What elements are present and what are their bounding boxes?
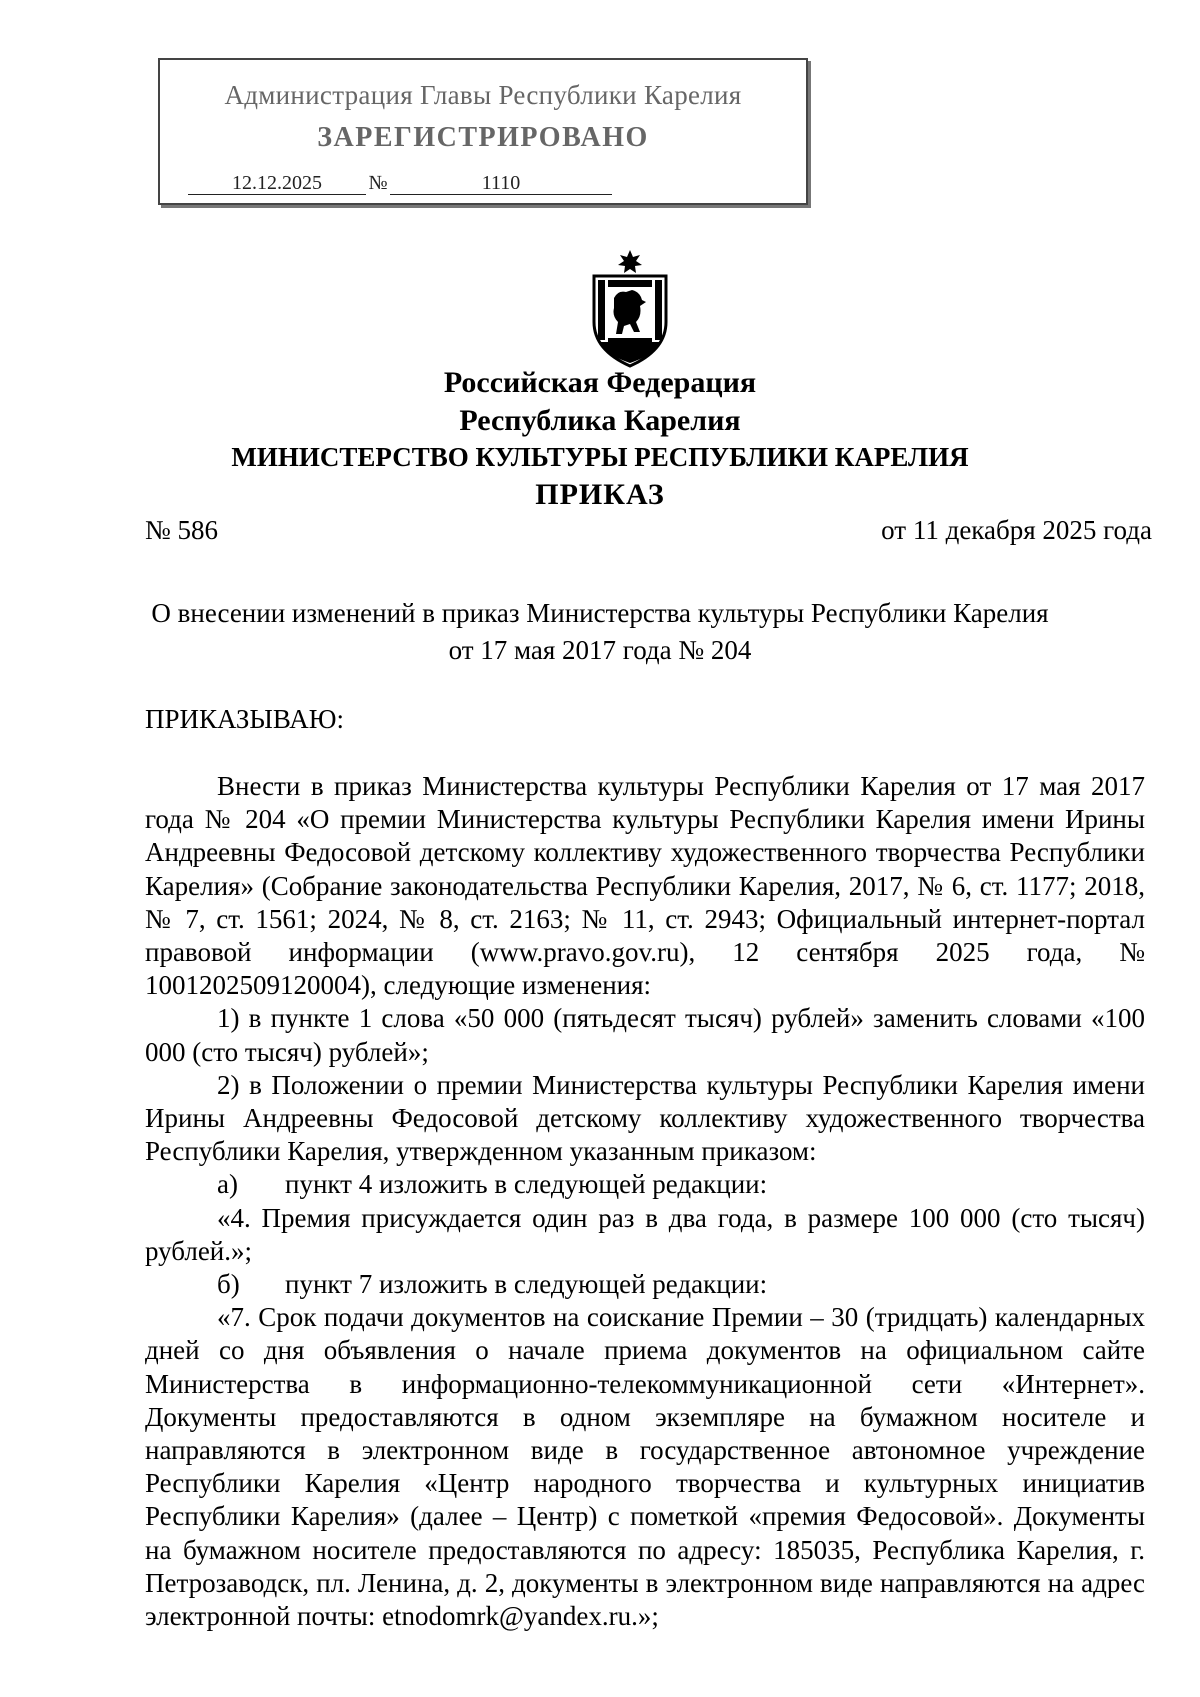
paragraph-item-1: 1) в пункте 1 слова «50 000 (пятьдесят тысяч) рублей» заменить словами «100 000 (сто тысяч) рублей»; <box>145 1003 1145 1067</box>
paragraph-point-7: «7. Срок подачи документов на соискание Премии – 30 (тридцать) календарных дней со дня объявления о начале приема документов на официальном сайте Министерства в информационно-телекоммуникационной сети «Интернет». Документы предоставляются в одном экземпляре на бумажном носителе и направляются в электронном виде в государственное автономное учреждение Республики Карелия «Центр народного творчества и культурных инициатив Республики Карелия» (далее – Центр) с пометкой «премия Федосовой». Документы на бумажном носителе предоставляются по адресу: 185035, Республика Карелия, г. Петрозаводск, пл. Ленина, д. 2, документы в электронном виде направляются на адрес электронной почты: etnodomrk@yandex.ru.»; <box>145 1302 1145 1632</box>
subitem-a <box>145 1168 1145 1201</box>
stamp-registration-line <box>188 172 612 195</box>
order-title-line1: О внесении изменений в приказ Министерства культуры Республики Карелия <box>151 598 1049 628</box>
subitem-b-label: б) <box>217 1269 240 1300</box>
order-body <box>145 770 1145 1633</box>
stamp-number: 1110 <box>390 172 612 195</box>
order-number: № 586 <box>145 515 219 545</box>
stamp-registered: ЗАРЕГИСТРИРОВАНО <box>317 122 649 153</box>
order-title <box>100 595 1100 669</box>
karelia-coat-of-arms-icon <box>580 250 680 368</box>
header-federation: Российская Федерация <box>443 366 757 399</box>
paragraph-item-2: 2) в Положении о премии Министерства культуры Республики Карелия имени Ирины Андреевны Федосовой детскому коллективу художественного творчества Республики Карелия, утвержденном указанным приказом: <box>145 1069 1145 1167</box>
paragraph-point-4: «4. Премия присуждается один раз в два года, в размере 100 000 (сто тысяч) рублей.»; <box>145 1202 1145 1266</box>
order-title-line2: от 17 мая 2017 года № 204 <box>448 635 752 665</box>
stamp-date: 12.12.2025 <box>188 172 366 195</box>
subitem-b-text: пункт 7 изложить в следующей редакции: <box>285 1269 768 1300</box>
subitem-a-label: а) <box>217 1169 238 1200</box>
header-republic: Республика Карелия <box>459 404 741 437</box>
registration-stamp <box>158 58 808 205</box>
stamp-number-sign: № <box>368 172 388 194</box>
header-doc-type: ПРИКАЗ <box>535 478 665 511</box>
subitem-a-text: пункт 4 изложить в следующей редакции: <box>285 1169 768 1200</box>
header-ministry: МИНИСТЕРСТВО КУЛЬТУРЫ РЕСПУБЛИКИ КАРЕЛИЯ <box>231 442 969 472</box>
subitem-b <box>145 1268 1145 1301</box>
order-date: от 11 декабря 2025 года <box>881 515 1152 545</box>
stamp-administration: Администрация Главы Республики Карелия <box>224 80 742 110</box>
decree-word: ПРИКАЗЫВАЮ: <box>145 704 344 734</box>
paragraph-intro: Внести в приказ Министерства культуры Республики Карелия от 17 мая 2017 года № 204 «О премии Министерства культуры Республики Карелия имени Ирины Андреевны Федосовой детскому коллективу художественного творчества Республики Карелия» (Собрание законодательства Республики Карелия, 2017, № 6, ст. 1177; 2018, № 7, ст. 1561; 2024, № 8, ст. 2163; № 11, ст. 2943; Официальный интернет-портал правовой информации (www.pravo.gov.ru), 12 сентября 2025 года, № 1001202509120004), следующие изменения: <box>145 771 1145 1001</box>
